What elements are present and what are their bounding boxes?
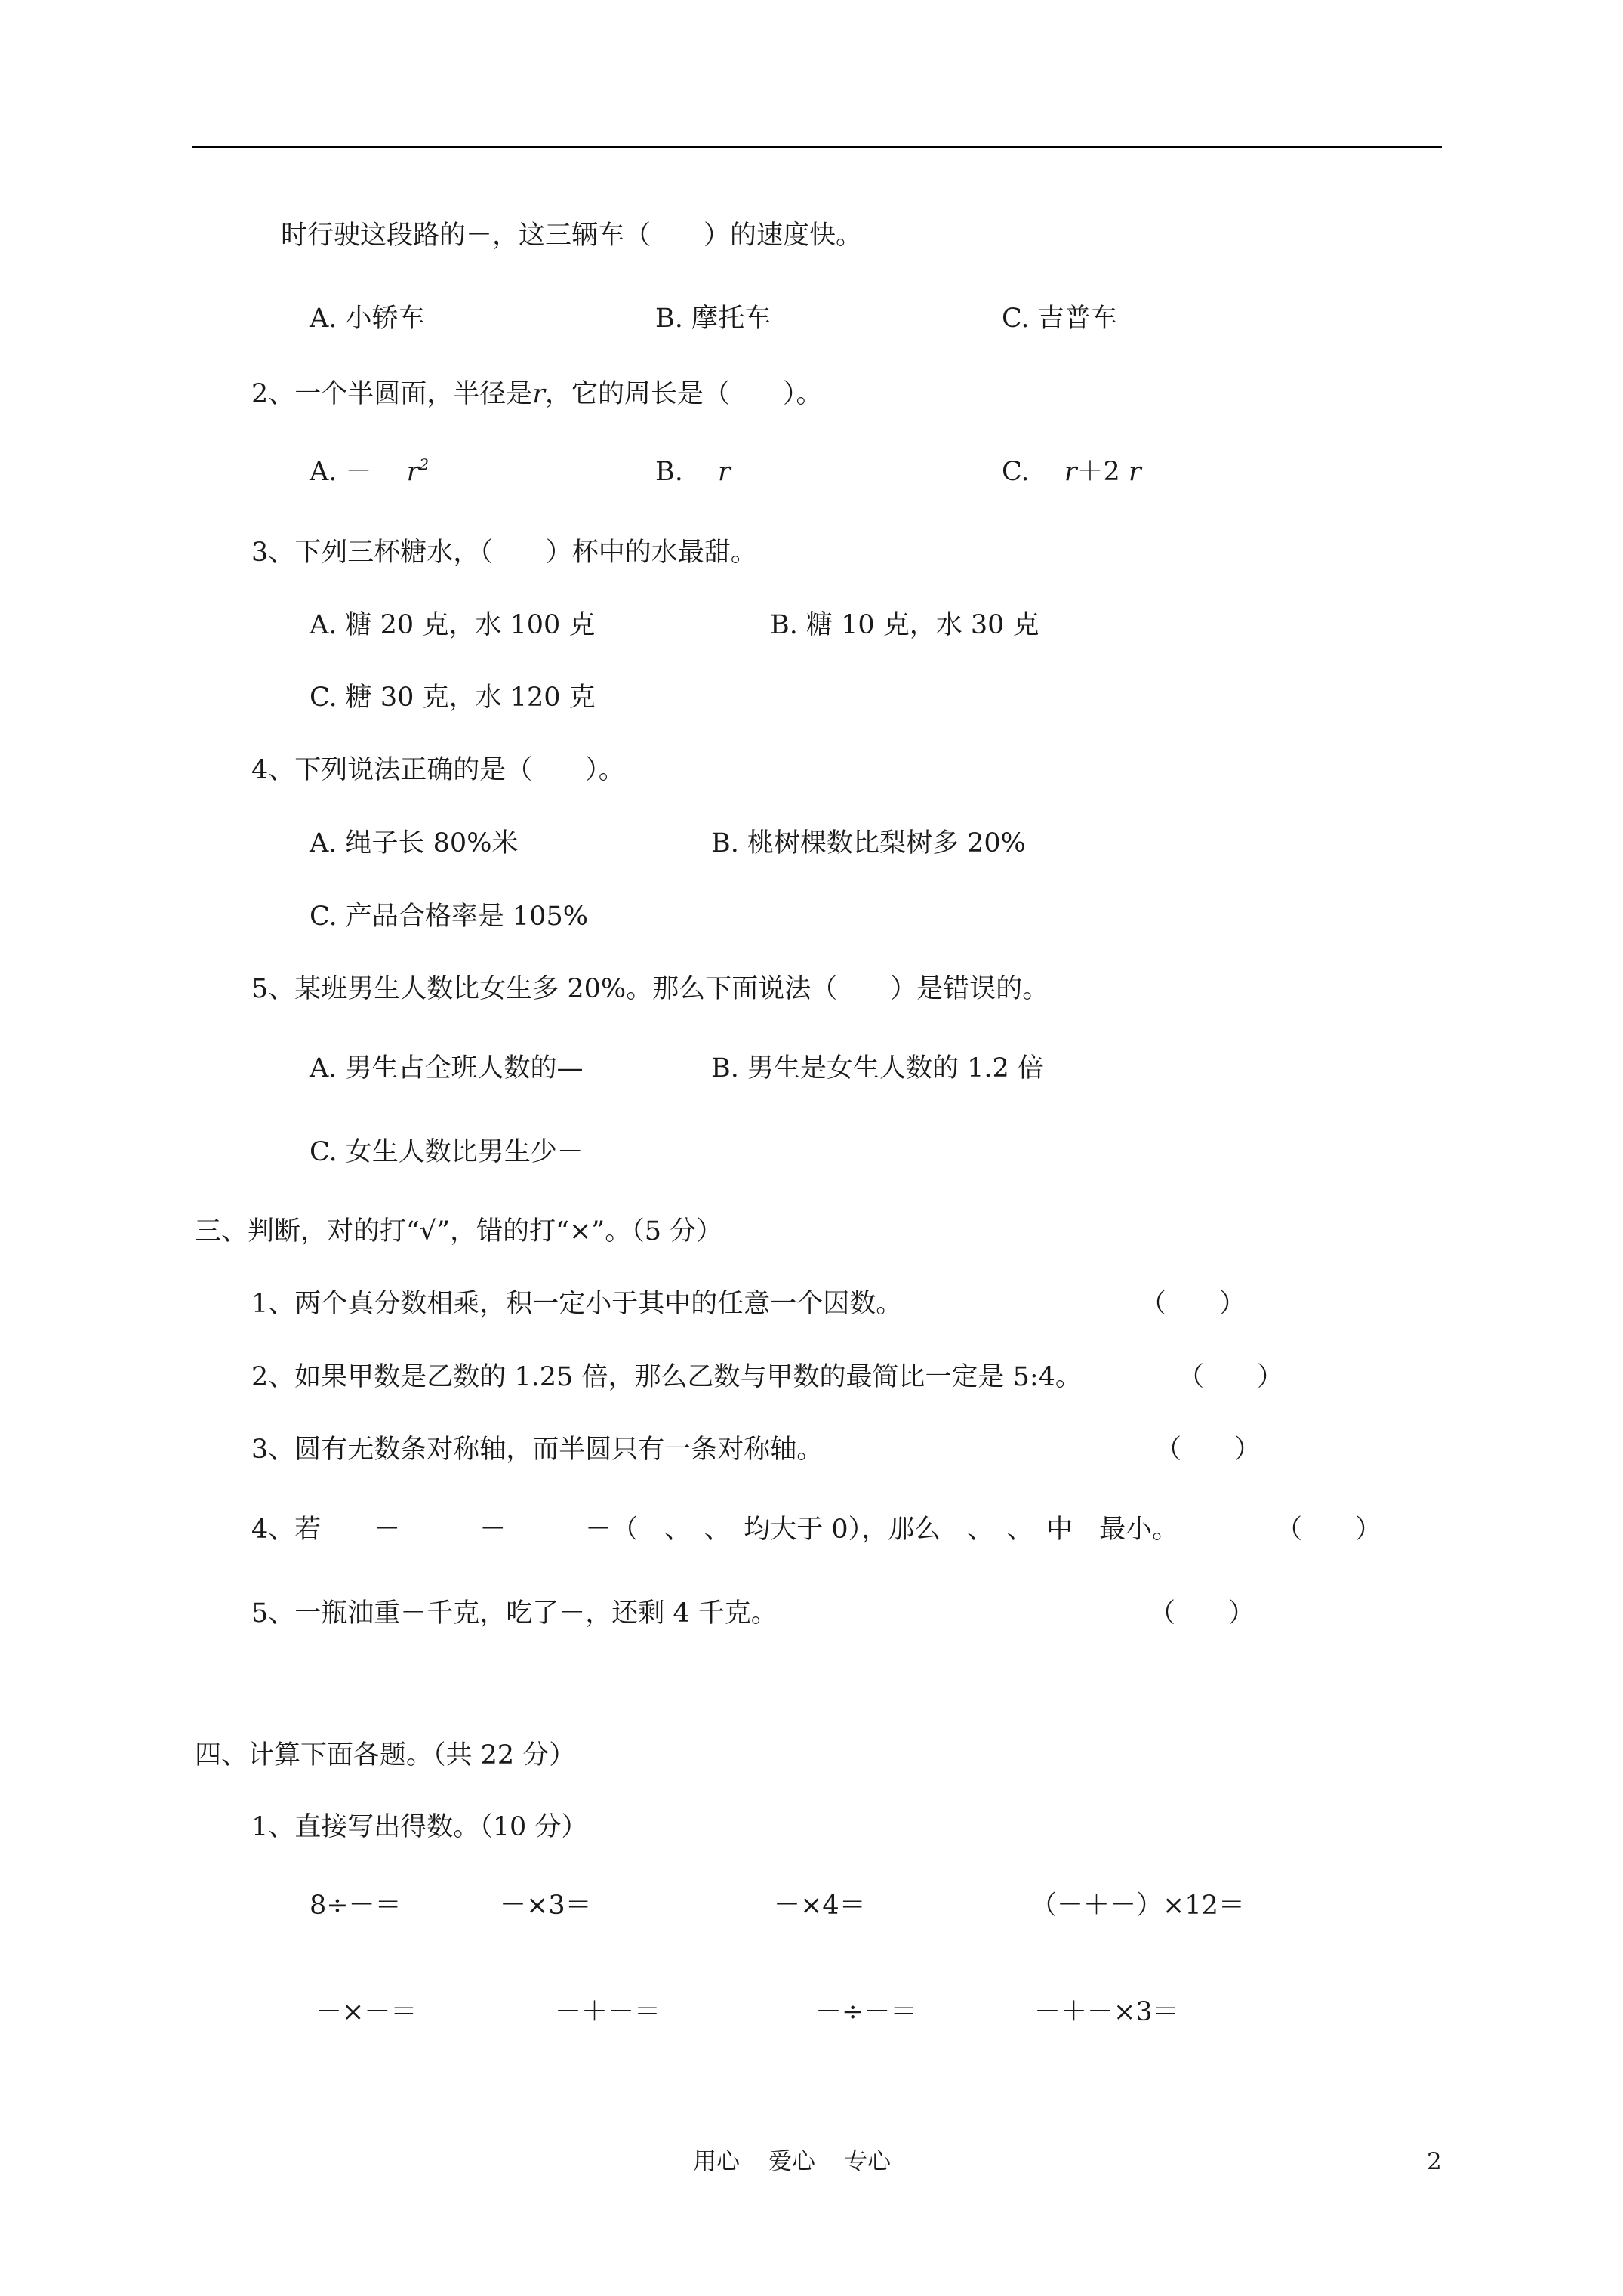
calc-r1-c4: （－＋－）×12＝ <box>1030 1891 1245 1921</box>
q2-option-c-mid: ＋2 <box>1076 457 1120 487</box>
q3-stem: 3、下列三杯糖水，（ ）杯中的水最甜。 <box>251 538 757 568</box>
q2-stem-start: 2、一个半圆面，半径是 <box>251 379 533 409</box>
q5-option-a: A. 男生占全班人数的— <box>310 1053 584 1083</box>
section4-sub1: 1、直接写出得数。（10 分） <box>251 1812 588 1842</box>
header-rule <box>192 146 1442 148</box>
footer-word-3: 专心 <box>844 2148 891 2175</box>
judge-item-2: 2、如果甲数是乙数的 1.25 倍，那么乙数与甲数的最简比一定是 5:4。 <box>251 1362 1082 1392</box>
q2-stem-end: ，它的周长是（ ）。 <box>545 379 823 409</box>
calc-r2-c4: －＋－×3＝ <box>1034 1997 1179 2027</box>
q2-option-b-var: r <box>718 457 731 487</box>
q5-stem: 5、某班男生人数比女生多 20%。那么下面说法（ ）是错误的。 <box>251 974 1049 1004</box>
q3-option-b: B. 糖 10 克，水 30 克 <box>770 610 1039 640</box>
footer-slogan <box>693 2147 919 2177</box>
q4-option-b: B. 桃树棵数比梨树多 20% <box>711 828 1026 858</box>
q1-continuation: 时行驶这段路的－，这三辆车（ ）的速度快。 <box>281 220 863 251</box>
section3-heading: 三、判断，对的打“√”，错的打“×”。（5 分） <box>195 1216 723 1247</box>
judge-item-5-paren: （ ） <box>1149 1598 1255 1629</box>
judge-item-1-paren: （ ） <box>1140 1289 1246 1319</box>
q2-option-c-var1: r <box>1064 457 1077 487</box>
q4-option-a: A. 绳子长 80%米 <box>310 828 519 858</box>
q2-option-a-label: A. － <box>310 457 372 487</box>
q4-stem: 4、下列说法正确的是（ ）。 <box>251 755 625 785</box>
q2-option-b <box>655 455 731 488</box>
q1-option-a: A. 小轿车 <box>310 304 425 334</box>
q3-option-a: A. 糖 20 克，水 100 克 <box>310 610 596 640</box>
q2-option-a <box>310 455 429 492</box>
judge-item-3-paren: （ ） <box>1155 1435 1261 1465</box>
calc-r1-c3: －×4＝ <box>774 1891 866 1921</box>
page-number: 2 <box>1427 2148 1442 2175</box>
q1-option-b: B. 摩托车 <box>655 304 771 334</box>
q2-option-c <box>1002 455 1141 488</box>
q2-option-a-sup: 2 <box>419 455 430 473</box>
judge-item-2-paren: （ ） <box>1178 1362 1284 1392</box>
q2-stem <box>251 378 823 411</box>
judge-item-4-paren: （ ） <box>1276 1515 1382 1545</box>
q2-option-c-var2: r <box>1128 457 1141 487</box>
judge-item-4: 4、若 － － －（ 、 、 均大于 0），那么 、 、 中 最小。 <box>251 1515 1179 1545</box>
footer-word-1: 用心 <box>693 2148 740 2175</box>
section4-heading: 四、计算下面各题。（共 22 分） <box>195 1740 576 1771</box>
q4-option-c: C. 产品合格率是 105% <box>310 901 588 932</box>
q2-option-a-var: r <box>406 457 420 487</box>
calc-r1-c1: 8÷－＝ <box>310 1891 402 1921</box>
q2-option-c-label: C. <box>1002 457 1030 487</box>
judge-item-3: 3、圆有无数条对称轴，而半圆只有一条对称轴。 <box>251 1435 824 1465</box>
calc-r2-c1: －×－＝ <box>316 1997 417 2027</box>
q1-option-c: C. 吉普车 <box>1002 304 1117 334</box>
q5-option-c: C. 女生人数比男生少－ <box>310 1137 584 1167</box>
calc-r1-c2: －×3＝ <box>500 1891 592 1921</box>
judge-item-5: 5、一瓶油重－千克，吃了－，还剩 4 千克。 <box>251 1598 778 1629</box>
judge-item-1: 1、两个真分数相乘，积一定小于其中的任意一个因数。 <box>251 1289 903 1319</box>
footer-word-2: 爱心 <box>768 2148 815 2175</box>
calc-r2-c2: －＋－＝ <box>555 1997 661 2027</box>
q2-stem-var: r <box>532 379 546 409</box>
q2-option-b-label: B. <box>655 457 683 487</box>
q5-option-b: B. 男生是女生人数的 1.2 倍 <box>711 1053 1044 1083</box>
q3-option-c: C. 糖 30 克，水 120 克 <box>310 683 596 713</box>
calc-r2-c3: －÷－＝ <box>815 1997 917 2027</box>
